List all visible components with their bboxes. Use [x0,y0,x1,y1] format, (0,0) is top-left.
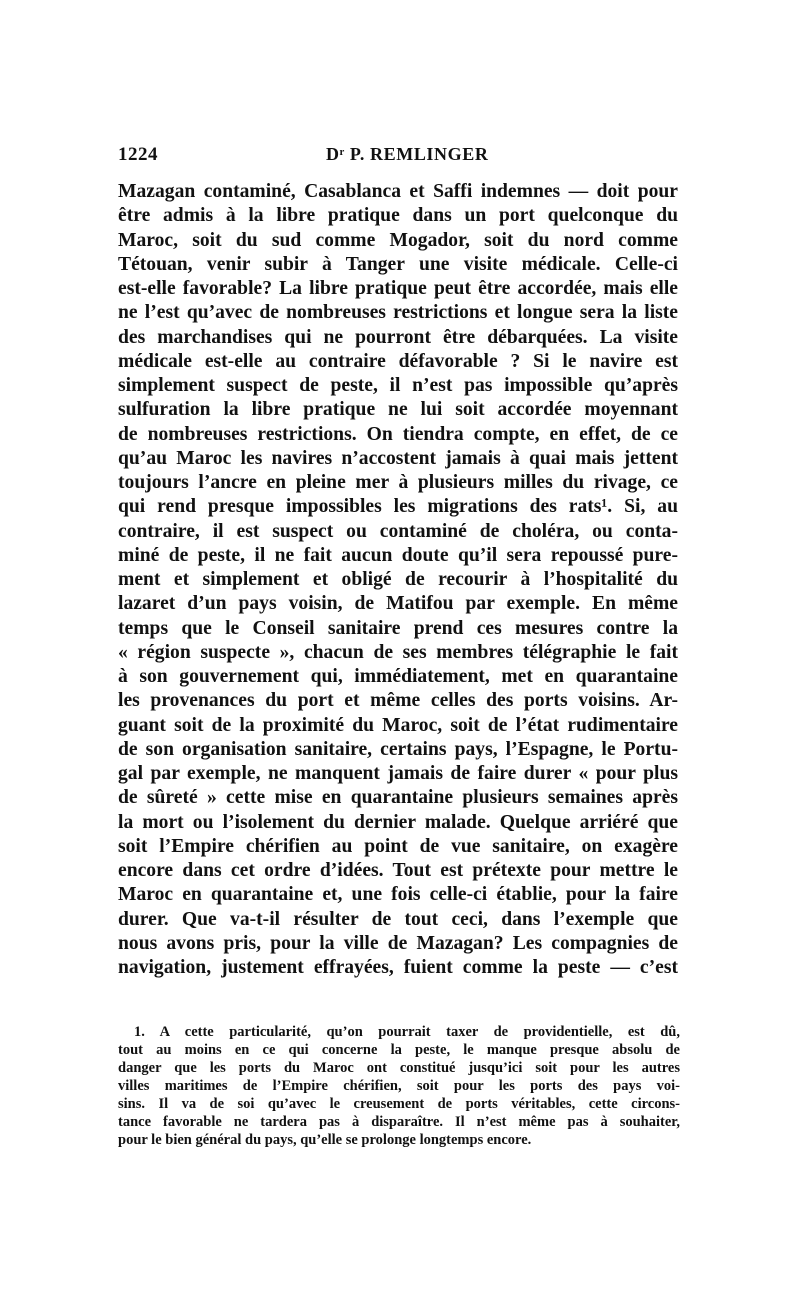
text-line: Maroc, soit du sud comme Mogador, soit du nord comme [118,229,678,251]
text-line: à son gouvernement qui, immédiatement, met en quarantaine [118,666,678,687]
text-line: toujours l’ancre en pleine mer à plusieurs milles du rivage, ce [118,472,678,493]
text-line: gal par exemple, ne manquent jamais de faire durer « pour plus [118,763,678,784]
text-line: de nombreuses restrictions. On tiendra compte, en effet, de ce [118,423,678,445]
text-line: ne l’est qu’avec de nombreuses restrictions et longue sera la liste [118,302,678,324]
text-line: ment et simplement et obligé de recourir à l’hospitalité du [118,569,678,590]
text-line: Tétouan, venir subir à Tanger une visite médicale. Celle-ci [118,253,678,275]
footnote [118,1023,680,1149]
text-line: les provenances du port et même celles des ports voisins. Ar- [118,690,678,712]
main-text [118,180,678,980]
text-line: la mort ou l’isolement du dernier malade. Quelque arriéré que [118,811,678,833]
footnote-line: sins. Il va de soi qu’avec le creusement de ports véritables, cette circons- [118,1096,680,1112]
footnote-line: 1. A cette particularité, qu’on pourrait taxer de providentielle, est dû, [134,1024,680,1040]
text-line: médicale est-elle au contraire défavorable ? Si le navire est [118,350,678,372]
text-line: de son organisation sanitaire, certains pays, l’Espagne, le Portu- [118,738,678,760]
text-line: des marchandises qui ne pourront être débarquées. La visite [118,326,678,348]
text-line: simplement suspect de peste, il n’est pas impossible qu’après [118,375,678,396]
text-line: encore dans cet ordre d’idées. Tout est prétexte pour mettre le [118,860,678,881]
running-head [118,144,688,168]
text-line: guant soit de la proximité du Maroc, soit de l’état rudimentaire [118,714,678,736]
text-line: être admis à la libre pratique dans un port quelconque du [118,205,678,227]
text-line: contraire, il est suspect ou contaminé de choléra, ou conta- [118,520,678,542]
running-head-author: Dʳ P. REMLINGER [326,144,489,164]
text-line: nous avons pris, pour la ville de Mazagan? Les compagnies de [118,932,678,954]
text-line: est-elle favorable? La libre pratique peut être accordée, mais elle [118,278,678,299]
text-line: qu’au Maroc les navires n’accostent jamais à quai mais jettent [118,447,678,469]
text-line: temps que le Conseil sanitaire prend ces mesures contre la [118,617,678,639]
text-line: qui rend presque impossibles les migrations des rats¹. Si, au [118,496,678,518]
text-line: de sûreté » cette mise en quarantaine plusieurs semaines après [118,787,678,809]
text-line: sulfuration la libre pratique ne lui soit accordée moyennant [118,399,678,421]
footnote-line: villes maritimes de l’Empire chérifien, soit pour les ports des pays voi- [118,1078,680,1094]
text-line: « région suspecte », chacun de ses membres télégraphie le fait [118,641,678,663]
text-line: Maroc en quarantaine et, une fois celle-ci établie, pour la faire [118,884,678,906]
footnote-line: tance favorable ne tardera pas à disparaître. Il n’est même pas à souhaiter, [118,1114,680,1130]
text-line: navigation, justement effrayées, fuient comme la peste — c’est [118,957,678,978]
footnote-line: tout au moins en ce qui concerne la peste, le manque presque absolu de [118,1042,680,1058]
text-line: soit l’Empire chérifien au point de vue sanitaire, on exagère [118,835,678,857]
footnote-line: danger que les ports du Maroc ont constitué jusqu’ici soit pour les autres [118,1060,680,1076]
footnote-line: pour le bien général du pays, qu’elle se prolonge longtemps encore. [118,1132,532,1148]
text-line: Mazagan contaminé, Casablanca et Saffi indemnes — doit pour [118,181,678,202]
text-line: miné de peste, il ne fait aucun doute qu’il sera repoussé pure- [118,544,678,566]
page-number: 1224 [118,144,158,165]
text-line: durer. Que va-t-il résulter de tout ceci, dans l’exemple que [118,908,678,930]
text-line: lazaret d’un pays voisin, de Matifou par exemple. En même [118,593,678,615]
